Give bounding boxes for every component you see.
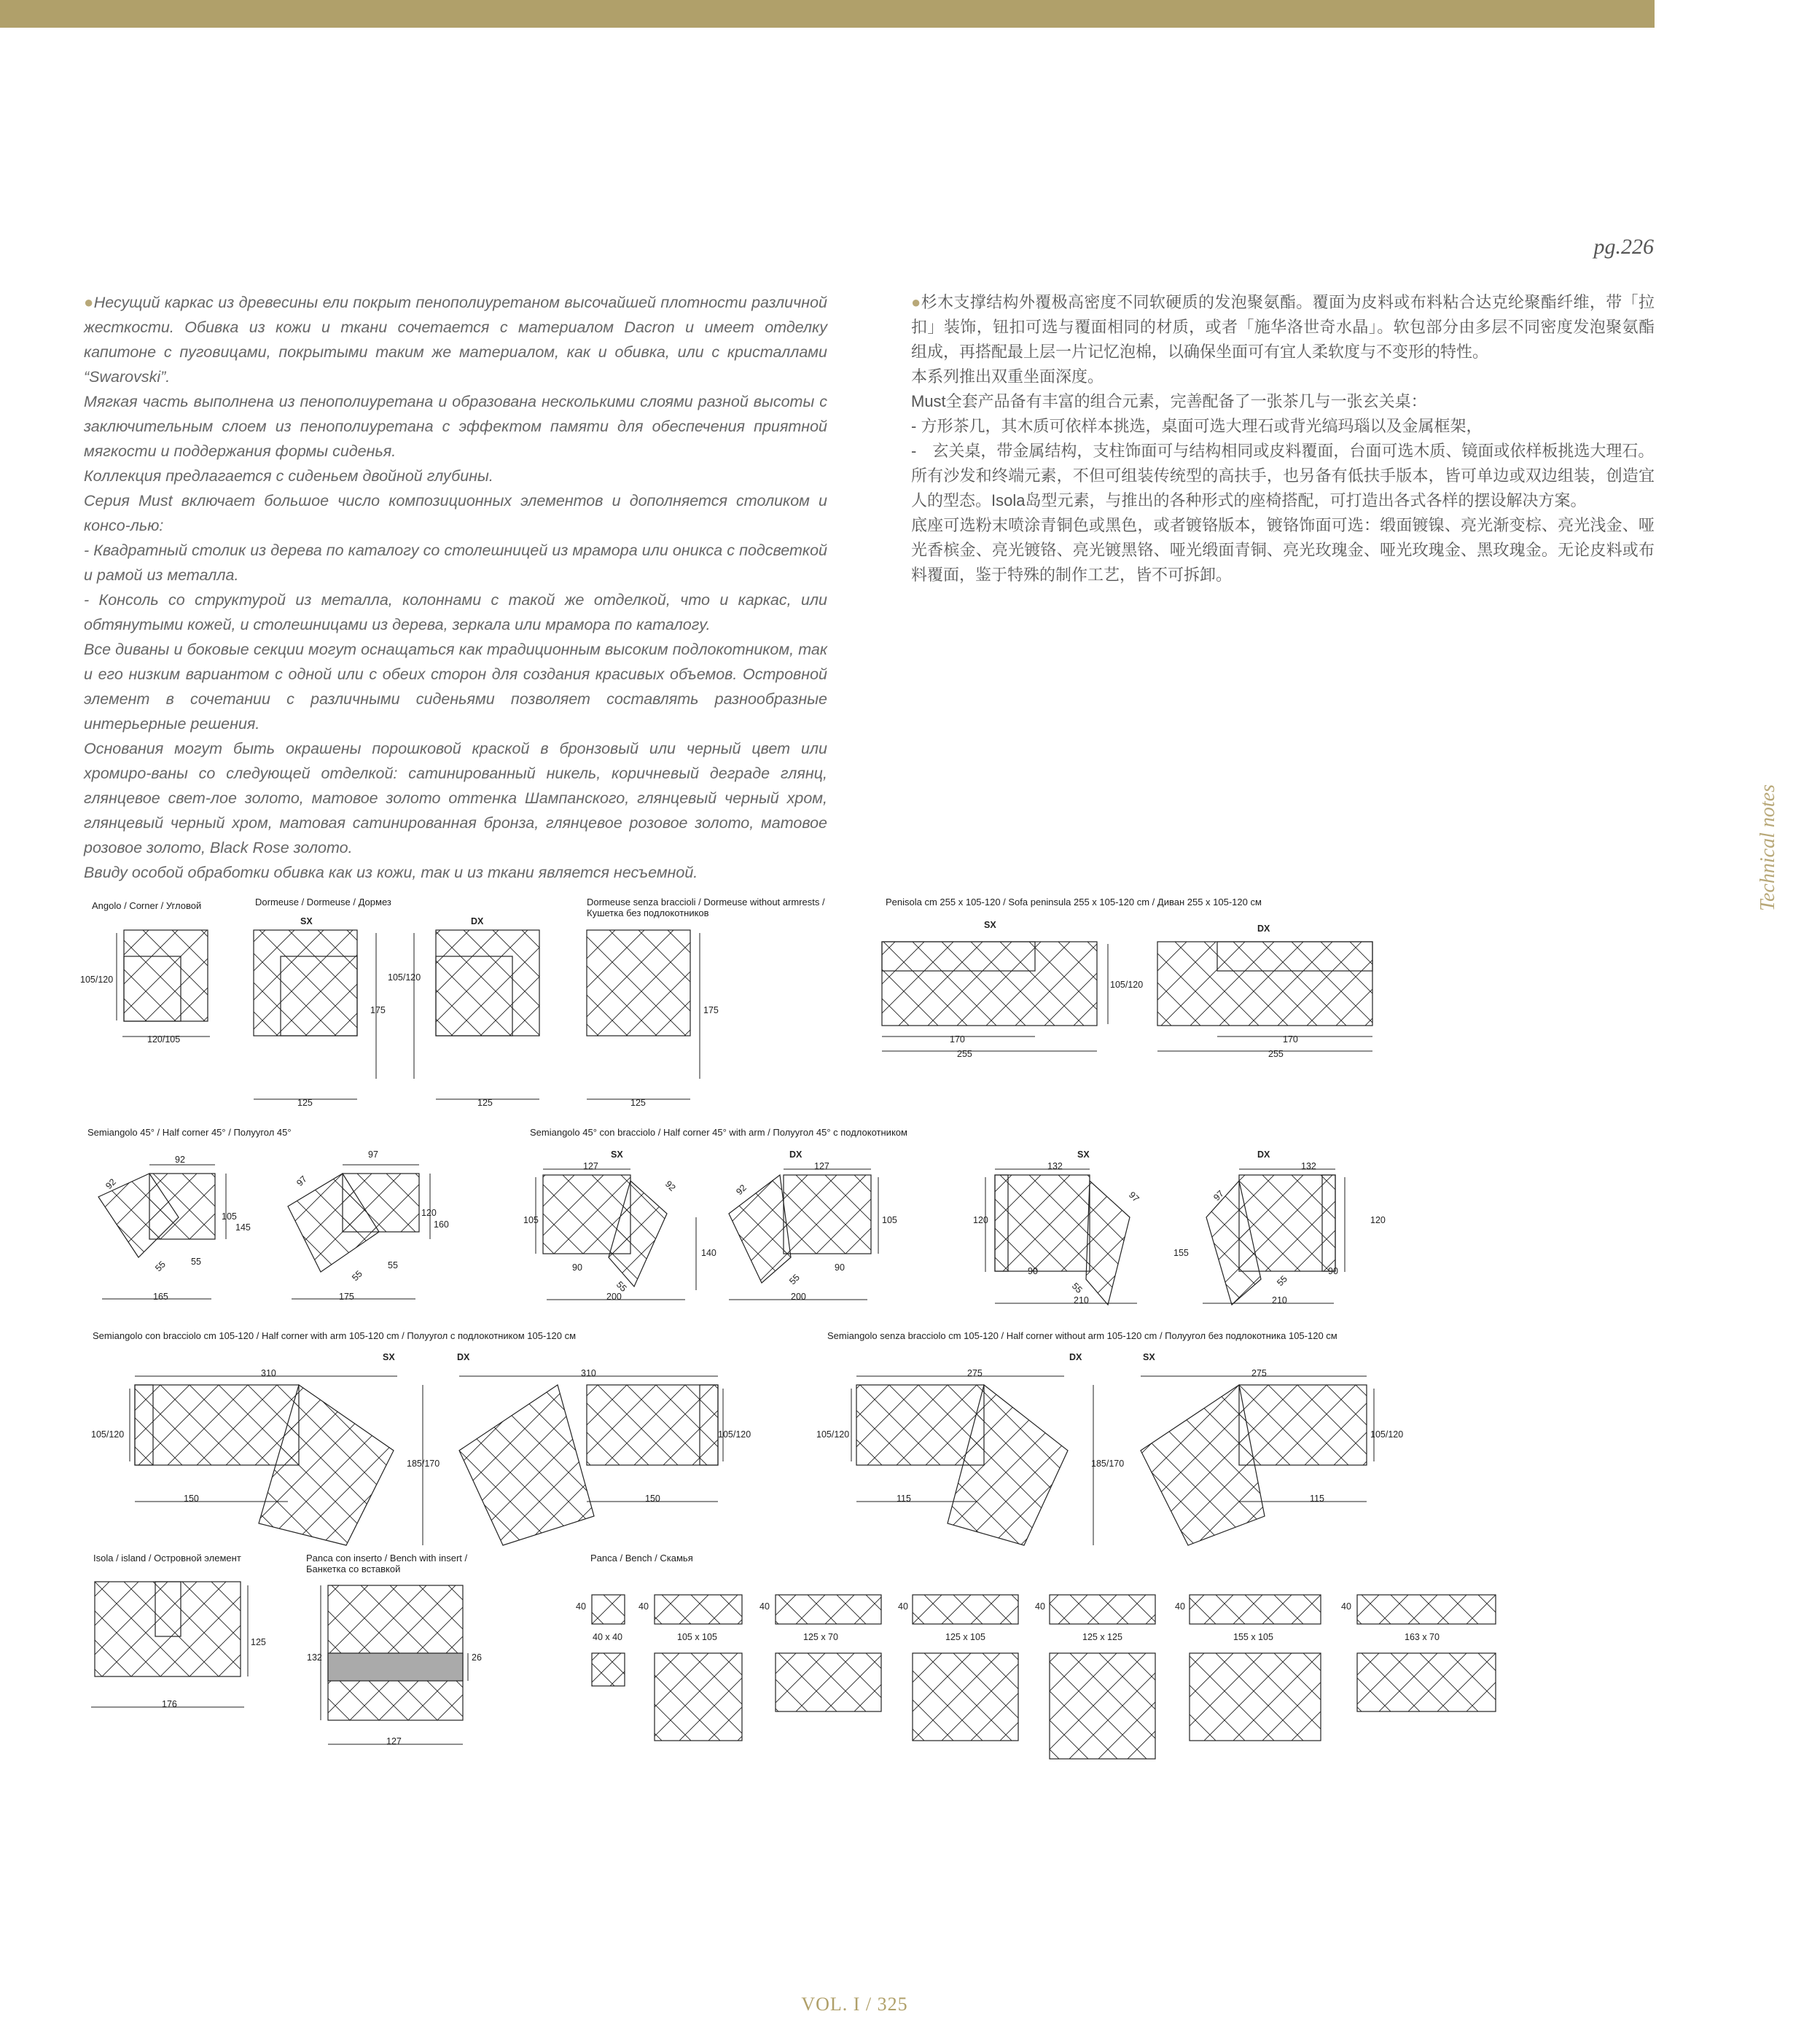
bullet-icon: ● bbox=[84, 293, 94, 311]
dim-label: 210 bbox=[1074, 1295, 1089, 1305]
dim-label: 185/170 bbox=[407, 1459, 440, 1469]
dim-label: 92 bbox=[663, 1179, 678, 1193]
dim-label: 160 bbox=[434, 1219, 449, 1230]
sofa-outline bbox=[784, 1175, 871, 1254]
dim-label: 40 bbox=[576, 1601, 586, 1612]
dim-label: 55 bbox=[1275, 1273, 1289, 1289]
dim-label: 132 bbox=[1301, 1161, 1316, 1171]
dim-label: 310 bbox=[581, 1368, 596, 1378]
label-dx: DX bbox=[789, 1149, 802, 1160]
caption-semi-noarm: Semiangolo senza bracciolo cm 105-120 / Half corner without arm 105-120 cm / Полуугол без подлокотника 105-120 см bbox=[827, 1330, 1337, 1341]
page-number: pg.226 bbox=[1593, 235, 1654, 259]
caption-semi-arm: Semiangolo con bracciolo cm 105-120 / Half corner with arm 105-120 cm / Полуугол с подлокотником 105-120 см bbox=[93, 1330, 577, 1341]
dim-label: 40 x 40 bbox=[593, 1632, 623, 1642]
dim-label: 55 bbox=[388, 1260, 398, 1270]
zh-paragraph: 底座可选粉末喷涂青铜色或黑色，或者镀铬版本，镀铬饰面可选：缎面镀镍、亮光渐变棕、亮光浅金、哑光香槟金、亮光镀铬、亮光镀黑铬、哑光缎面青铜、亮光玫瑰金、哑光玫瑰金、黑玫瑰金。无论皮料或布料覆面，鉴于特殊的制作工艺，皆不可拆卸。 bbox=[911, 516, 1655, 584]
sofa-outline bbox=[459, 1385, 594, 1545]
sofa-outline bbox=[592, 1653, 625, 1686]
dim-label: 275 bbox=[1251, 1368, 1267, 1378]
dim-label: 120 bbox=[973, 1215, 988, 1225]
label-sx: SX bbox=[984, 920, 996, 930]
label-dx: DX bbox=[471, 916, 484, 926]
dim-label: 255 bbox=[957, 1049, 972, 1059]
dim-label: 105 bbox=[222, 1211, 237, 1222]
dim-label: 40 bbox=[1175, 1601, 1185, 1612]
sofa-outline bbox=[1086, 1181, 1130, 1305]
dim-label: 105/120 bbox=[816, 1429, 850, 1440]
label-sx: SX bbox=[611, 1149, 623, 1160]
sofa-outline bbox=[95, 1582, 241, 1676]
caption-dormeuse: Dormeuse / Dormeuse / Дормез bbox=[255, 897, 391, 907]
dim-label: 125 x 70 bbox=[803, 1632, 838, 1642]
caption-isola: Isola / island / Островной элемент bbox=[93, 1553, 241, 1564]
dim-label: 150 bbox=[645, 1494, 660, 1504]
dim-label: 175 bbox=[370, 1005, 386, 1015]
zh-paragraph: 本系列推出双重坐面深度。 bbox=[911, 367, 1104, 386]
sofa-outline bbox=[254, 930, 357, 1036]
dim-label: 105 bbox=[882, 1215, 897, 1225]
caption-dormeuse-noarm: Dormeuse senza braccioli / Dormeuse without armrests / bbox=[587, 897, 825, 907]
caption-penisola: Penisola cm 255 x 105-120 / Sofa peninsula 255 x 105-120 cm / Диван 255 x 105-120 см bbox=[886, 897, 1262, 907]
dim-label: 26 bbox=[472, 1652, 482, 1663]
dim-label: 90 bbox=[1028, 1266, 1038, 1276]
sofa-outline bbox=[776, 1595, 881, 1624]
sofa-outline bbox=[587, 930, 690, 1036]
dim-label: 92 bbox=[175, 1155, 185, 1165]
dim-label: 40 bbox=[638, 1601, 649, 1612]
sofa-outline bbox=[655, 1653, 742, 1741]
sofa-outline bbox=[995, 1175, 1090, 1271]
caption-panca: Panca / Bench / Скамья bbox=[590, 1553, 693, 1564]
dim-label: 255 bbox=[1268, 1049, 1284, 1059]
sofa-outline bbox=[1190, 1653, 1321, 1741]
caption-panca-insert: Panca con inserto / Bench with insert / bbox=[306, 1553, 468, 1564]
dim-label: 125 bbox=[251, 1637, 266, 1647]
sofa-outline bbox=[856, 1385, 984, 1465]
dim-label: 97 bbox=[1126, 1190, 1141, 1204]
dim-label: 40 bbox=[898, 1601, 908, 1612]
dim-label: 175 bbox=[339, 1292, 354, 1302]
dim-label: 145 bbox=[235, 1222, 251, 1233]
ru-paragraph: Серия Must включает большое число композиционных элементов и дополняется столиком и консо-лью: bbox=[84, 492, 827, 534]
dim-label: 120 bbox=[1370, 1215, 1386, 1225]
dim-label: 163 x 70 bbox=[1405, 1632, 1440, 1642]
zh-paragraph: - 方形茶几，其木质可依样本挑选，桌面可选大理石或背光缟玛瑙以及金属框架， bbox=[911, 417, 1483, 435]
sofa-outline bbox=[776, 1653, 881, 1711]
dim-label: 97 bbox=[368, 1149, 378, 1160]
dim-label: 127 bbox=[814, 1161, 829, 1171]
label-sx: SX bbox=[1077, 1149, 1090, 1160]
dim-label: 105 bbox=[523, 1215, 539, 1225]
dim-label: 90 bbox=[572, 1262, 582, 1273]
dim-label: 125 x 105 bbox=[945, 1632, 985, 1642]
ru-paragraph: - Квадратный столик из дерева по каталогу со столешницей из мрамора или оникса с подсветкой и рамой из металла. bbox=[84, 542, 827, 584]
dim-label: 155 x 105 bbox=[1233, 1632, 1273, 1642]
dim-label: 150 bbox=[184, 1494, 199, 1504]
dim-label: 40 bbox=[1341, 1601, 1351, 1612]
ru-paragraph: Мягкая часть выполнена из пенополиуретана и образована несколькими слоями разной высоты с заключительным слоем из пенополиуретана с эффектом памяти для обеспечения приятной мягкости и поддержания формы сиденья. bbox=[84, 393, 827, 460]
dim-label: 120/105 bbox=[147, 1034, 181, 1045]
dim-label: 310 bbox=[261, 1368, 276, 1378]
ru-paragraph: Все диваны и боковые секции могут оснащаться как традиционным высоким подлокотником, так и его низким вариантом с одной или с обеих сторон для создания красивых объемов. Островной элемент в сочетании с различными сиденьями позволяет составлять разнообразные интерьерные решения. bbox=[84, 641, 827, 733]
ru-paragraph: - Консоль со структурой из металла, колоннами с такой же отделкой, что и каркас, или обтянутыми кожей, и столешницами из дерева, зеркала или мрамора по каталогу. bbox=[84, 591, 827, 633]
sofa-outline bbox=[882, 942, 1097, 1026]
label-dx: DX bbox=[1257, 924, 1270, 934]
sofa-outline bbox=[124, 930, 208, 1021]
dim-label: 55 bbox=[153, 1259, 168, 1274]
dim-label: 105/120 bbox=[388, 972, 421, 983]
dim-label: 125 bbox=[630, 1098, 646, 1108]
ru-paragraph: Ввиду особой обработки обивка как из кожи, так и из ткани является несъемной. bbox=[84, 864, 698, 881]
dim-label: 132 bbox=[307, 1652, 322, 1663]
dim-label: 175 bbox=[703, 1005, 719, 1015]
label-dx: DX bbox=[457, 1352, 470, 1362]
dim-label: 55 bbox=[1069, 1281, 1085, 1295]
dim-label: 200 bbox=[606, 1292, 622, 1302]
technical-drawings bbox=[0, 875, 1820, 1837]
dim-label: 105/120 bbox=[91, 1429, 125, 1440]
label-sx: SX bbox=[1143, 1352, 1155, 1362]
sofa-outline bbox=[1157, 942, 1372, 1026]
dim-label: 55 bbox=[191, 1257, 201, 1267]
dim-label: 210 bbox=[1272, 1295, 1287, 1305]
dim-label: 105/120 bbox=[718, 1429, 751, 1440]
dim-label: 170 bbox=[1283, 1034, 1298, 1045]
dim-label: 105/120 bbox=[80, 975, 114, 985]
chinese-text-block bbox=[911, 290, 1655, 587]
dim-label: 55 bbox=[350, 1268, 364, 1284]
label-sx: SX bbox=[383, 1352, 395, 1362]
caption-semi45: Semiangolo 45° / Half corner 45° / Полуугол 45° bbox=[87, 1127, 292, 1138]
dim-label: 155 bbox=[1173, 1248, 1189, 1258]
footer-volume: VOL. I / 325 bbox=[801, 1994, 908, 2015]
zh-paragraph: ●杉木支撑结构外覆极高密度不同软硬质的发泡聚氨酯。覆面为皮料或布料粘合达克纶聚酯纤维，带「拉扣」装饰，钮扣可选与覆面相同的材质，或者「施华洛世奇水晶」。软包部分由多层不同密度发泡聚氨酯组成，再搭配最上层一片记忆泡棉，以确保坐面可有宜人柔软度与不变形的特性。 bbox=[911, 293, 1655, 361]
dim-label: 97 bbox=[1211, 1188, 1226, 1203]
label-dx: DX bbox=[1069, 1352, 1082, 1362]
sofa-outline bbox=[1239, 1385, 1367, 1465]
sofa-outline bbox=[1357, 1653, 1496, 1711]
ru-paragraph: ●Несущий каркас из древесины ели покрыт пенополиуретаном высочайшей плотности различной жесткости. Обивка из кожи и ткани сочетается с материалом Dacron и имеет отделку капитоне с пуговицами, покрытыми таким же материалом, как и обивка, или с кристаллами “Swarovski”. bbox=[84, 293, 828, 386]
dim-label: 125 x 125 bbox=[1082, 1632, 1122, 1642]
dim-label: 92 bbox=[734, 1182, 749, 1198]
dim-label: 127 bbox=[386, 1736, 402, 1746]
label-sx: SX bbox=[300, 916, 313, 926]
dim-label: 105 x 105 bbox=[677, 1632, 717, 1642]
dim-label: 275 bbox=[967, 1368, 983, 1378]
dim-label: 115 bbox=[897, 1494, 911, 1504]
bullet-icon: ● bbox=[911, 293, 921, 311]
sofa-outline bbox=[1050, 1595, 1155, 1624]
dim-label: 40 bbox=[1035, 1601, 1045, 1612]
sofa-outline bbox=[655, 1595, 742, 1624]
top-accent-bar bbox=[0, 0, 1655, 28]
dim-label: 125 bbox=[297, 1098, 313, 1108]
sofa-outline bbox=[913, 1653, 1018, 1741]
caption-panca-insert-2: Банкетка со вставкой bbox=[306, 1564, 401, 1574]
sofa-outline bbox=[1050, 1653, 1155, 1759]
dim-label: 90 bbox=[1328, 1266, 1338, 1276]
side-label: Technical notes bbox=[1757, 784, 1779, 911]
dim-label: 176 bbox=[162, 1699, 177, 1709]
caption-semi45-arm: Semiangolo 45° con bracciolo / Half corner 45° with arm / Полуугол 45° с подлокотником bbox=[530, 1127, 907, 1138]
ru-paragraph: Коллекция предлагается с сиденьем двойной глубины. bbox=[84, 467, 493, 485]
dim-label: 55 bbox=[614, 1279, 629, 1294]
zh-paragraph: - 玄关桌，带金属结构，支柱饰面可与结构相同或皮料覆面，台面可选木质、镜面或依样板挑选大理石。 bbox=[911, 442, 1655, 460]
ru-paragraph: Основания могут быть окрашены порошковой краской в бронзовый или черный цвет или хромиро-ваны со следующей отделкой: сатинированный никель, коричневый деграде глянц, глянцевое свет-лое золото, матовое золото оттенка Шампанского, глянцевый черный хром, глянцевый черный хром, матовая сатинированная бронза, глянцевое розовое золото, матовое розовое золото, Black Rose золото. bbox=[84, 740, 827, 856]
dim-label: 92 bbox=[104, 1176, 118, 1192]
dim-label: 120 bbox=[421, 1208, 437, 1218]
dim-label: 125 bbox=[477, 1098, 493, 1108]
dim-label: 105/120 bbox=[1110, 980, 1144, 990]
zh-paragraph: 所有沙发和终端元素，不但可组装传统型的高扶手，也另备有低扶手版本，皆可单边或双边组装，创造宜人的型态。Isola岛型元素，与推出的各种形式的座椅搭配，可打造出各式各样的摆设解决方案。 bbox=[911, 466, 1655, 510]
zh-paragraph: Must全套产品备有丰富的组合元素，完善配备了一张茶几与一张玄关桌： bbox=[911, 392, 1427, 410]
sofa-outline bbox=[913, 1595, 1018, 1624]
dim-label: 55 bbox=[787, 1272, 802, 1287]
sofa-outline bbox=[436, 930, 539, 1036]
label-dx: DX bbox=[1257, 1149, 1270, 1160]
dim-label: 97 bbox=[294, 1174, 309, 1189]
dim-label: 127 bbox=[583, 1161, 598, 1171]
dim-label: 105/120 bbox=[1370, 1429, 1404, 1440]
dim-label: 132 bbox=[1047, 1161, 1063, 1171]
dim-label: 140 bbox=[701, 1248, 716, 1258]
sofa-outline bbox=[135, 1385, 299, 1465]
dim-label: 90 bbox=[835, 1262, 845, 1273]
dim-label: 170 bbox=[950, 1034, 965, 1045]
dim-label: 200 bbox=[791, 1292, 806, 1302]
dim-label: 185/170 bbox=[1091, 1459, 1125, 1469]
insert-panel bbox=[328, 1653, 463, 1681]
sofa-outline bbox=[1357, 1595, 1496, 1624]
dim-label: 165 bbox=[153, 1292, 168, 1302]
caption-dormeuse-noarm-2: Кушетка без подлокотников bbox=[587, 907, 709, 918]
sofa-outline bbox=[1190, 1595, 1321, 1624]
dim-label: 115 bbox=[1310, 1494, 1324, 1504]
russian-text-block bbox=[84, 290, 827, 885]
sofa-outline bbox=[587, 1385, 718, 1465]
sofa-outline bbox=[592, 1595, 625, 1624]
dim-label: 40 bbox=[759, 1601, 770, 1612]
caption-angolo: Angolo / Corner / Угловой bbox=[92, 900, 202, 911]
